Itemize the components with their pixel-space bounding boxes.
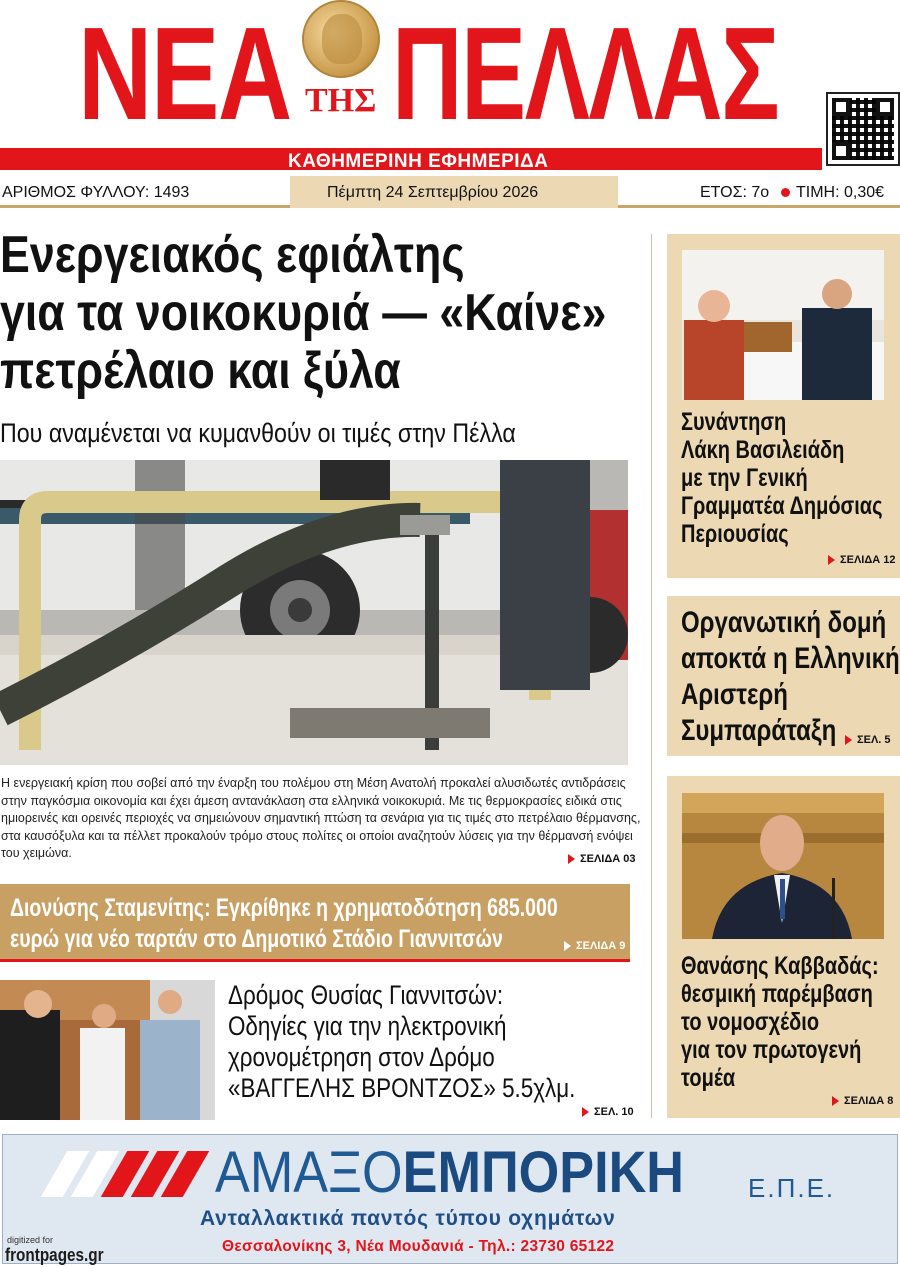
side-page-ref-3[interactable]: ΣΕΛΙΔΑ 8 xyxy=(832,1095,893,1107)
issue-year: ΕΤΟΣ: 7ο xyxy=(700,184,770,201)
triangle-arrow-icon xyxy=(568,854,575,864)
watermark-site[interactable]: frontpages.gr xyxy=(5,1245,104,1265)
separator-dot-icon xyxy=(781,188,790,197)
masthead-title-the: ΤΗΣ xyxy=(305,82,377,119)
side-page-ref-1[interactable]: ΣΕΛΙΔΑ 12 xyxy=(828,554,895,566)
triangle-arrow-icon xyxy=(845,735,852,745)
stamenitis-headline: Διονύσης Σταμενίτης: Εγκρίθηκε η χρηματοδότηση 685.000 ευρώ για νέο ταρτάν στο Δημοτικό Στάδιο Γιαννιτσών xyxy=(10,894,558,953)
side-photo-meeting xyxy=(682,250,884,400)
column-divider xyxy=(651,234,652,1118)
issue-price: ΤΙΜΗ: 0,30€ xyxy=(796,184,885,201)
stamenitis-page-ref[interactable]: ΣΕΛΙΔΑ 9 xyxy=(564,940,625,952)
ad-company-suffix: Ε.Π.Ε. xyxy=(748,1173,836,1203)
masthead-title-left: ΝΕΑ xyxy=(78,0,291,147)
lead-headline-line: Ενεργειακός εφιάλτης xyxy=(0,226,465,284)
side-headline-1: Συνάντηση Λάκη Βασιλειάδη με την Γενική Γραμματέα Δημόσιας Περιουσίας xyxy=(681,408,883,548)
masthead-title-right: ΠΕΛΛΑΣ xyxy=(392,0,779,147)
lead-headline-line: πετρέλαιο και ξύλα xyxy=(0,342,401,400)
issue-date: Πέμπτη 24 Σεπτεμβρίου 2026 xyxy=(327,184,539,201)
ad-tagline: Ανταλλακτικά παντός τύπου οχημάτων xyxy=(200,1207,616,1230)
ad-stripes-logo-icon xyxy=(44,1151,214,1197)
triangle-arrow-icon xyxy=(564,941,571,951)
race-photo-handshake xyxy=(0,980,215,1120)
side-page-ref-2[interactable]: ΣΕΛ. 5 xyxy=(845,734,891,746)
side-headline-2: Οργανωτική δομή αποκτά η Ελληνική Αριστερή Συμπαράταξη xyxy=(681,606,900,747)
triangle-arrow-icon xyxy=(832,1096,839,1106)
issue-number: ΑΡΙΘΜΟΣ ΦΥΛΛΟΥ: 1493 xyxy=(2,184,190,201)
side-photo-speaker xyxy=(682,793,884,939)
masthead-tagline: ΚΑΘΗΜΕΡΙΝΗ ΕΦΗΜΕΡΙΔΑ xyxy=(288,151,549,172)
side-headline-3: Θανάσης Καββαδάς: θεσμική παρέμβαση το νομοσχέδιο για τον πρωτογενή τομέα xyxy=(681,952,879,1092)
coin-logo-icon xyxy=(302,0,380,78)
lead-subtitle: Που αναμένεται να κυμανθούν οι τιμές στην Πέλλα xyxy=(0,418,516,448)
masthead xyxy=(0,0,900,150)
race-headline[interactable]: Δρόμος Θυσίας Γιαννιτσών: Οδηγίες για την ηλεκτρονική χρονομέτρηση στον Δρόμο «ΒΑΓΓΕΛΗΣ ΒΡΟΝΤΖΟΣ» 5.5χλμ. xyxy=(228,980,576,1103)
watermark-caption: digitized for xyxy=(7,1235,54,1245)
race-page-ref[interactable]: ΣΕΛ. 10 xyxy=(582,1106,634,1118)
qr-code-icon[interactable] xyxy=(826,92,900,166)
ad-brand-name: ΑΜΑΞΟΕΜΠΟΡΙΚΗ xyxy=(215,1140,684,1205)
lead-headline[interactable] xyxy=(0,226,607,400)
lead-page-ref[interactable]: ΣΕΛΙΔΑ 03 xyxy=(568,853,635,865)
lead-headline-line: για τα νοικοκυριά — «Καίνε» xyxy=(0,284,607,342)
lead-body-text: Η ενεργειακή κρίση που σοβεί από την έναρξη του πολέμου στη Μέση Ανατολή προκαλεί αλυσιδωτές αντιδράσεις στην παγκόσμια οικονομία και έχει άμεση αντανάκλαση στα ελληνικά νοικοκυριά. Με τις θερμοκρασίες ειδικά στις ημιορεινές και ορεινές περιοχές να σημειώνουν σημαντική πτώση τα σενάρια για τις τιμές στο πετρέλαιο θέρμανσης, στα καυσόξυλα και τα πέλλετ προκαλούν τρόμο στους πολίτες οι οποίοι αναζητούν λύσεις για την θέρμανσή ενόψει του χειμώνα. xyxy=(1,776,641,860)
ad-address: Θεσσαλονίκης 3, Νέα Μουδανιά - Τηλ.: 23730 65122 xyxy=(222,1238,615,1255)
triangle-arrow-icon xyxy=(828,555,835,565)
lead-photo-fuel-delivery xyxy=(0,460,628,765)
triangle-arrow-icon xyxy=(582,1107,589,1117)
